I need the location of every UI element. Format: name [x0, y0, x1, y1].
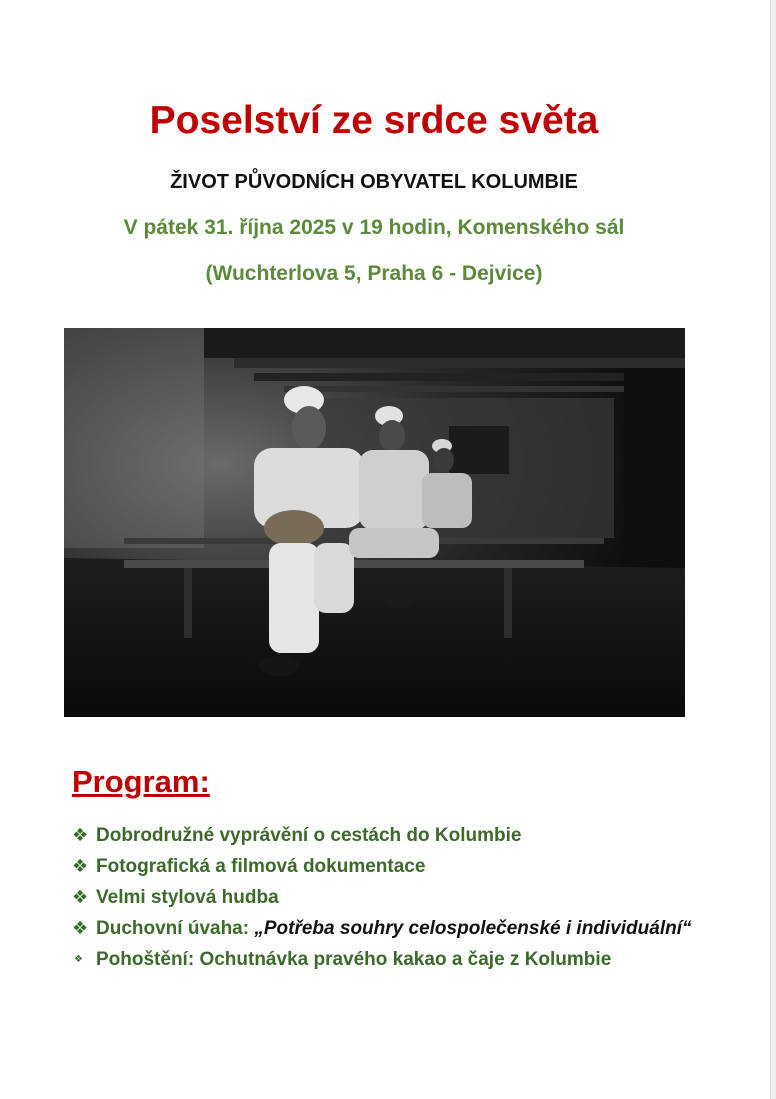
program-item-text: Velmi stylová hudba	[96, 887, 279, 908]
program-item-quote: „Potřeba souhry celospolečenské i individuální“	[254, 918, 692, 939]
list-item	[72, 820, 692, 851]
event-date: V pátek 31. října 2025 v 19 hodin, Komenského sál	[123, 216, 625, 239]
program-item-text: Fotografická a filmová dokumentace	[96, 856, 426, 877]
photo-illustration	[64, 328, 685, 717]
event-address: (Wuchterlova 5, Praha 6 - Dejvice)	[205, 262, 543, 285]
program-item-text: Dobrodružné vyprávění o cestách do Kolumbie	[96, 825, 522, 846]
list-item	[72, 882, 692, 913]
event-photo	[64, 328, 685, 717]
diamond-dots-icon: ❖	[72, 887, 89, 907]
page-subtitle: ŽIVOT PŮVODNÍCH OBYVATEL KOLUMBIE	[170, 171, 578, 193]
program-heading: Program:	[72, 764, 210, 799]
diamond-dots-icon: ❖	[72, 825, 89, 845]
list-item	[72, 913, 692, 944]
diamond-dots-icon: ❖	[72, 856, 89, 876]
program-list	[72, 820, 692, 975]
program-item-text: Pohoštění: Ochutnávka pravého kakao a čaje z Kolumbie	[96, 949, 612, 970]
diamond-dots-icon: ❖	[74, 954, 83, 965]
list-item	[72, 851, 692, 882]
program-item-text: Duchovní úvaha:	[96, 918, 255, 939]
diamond-dots-icon: ❖	[72, 918, 89, 938]
list-item	[72, 944, 692, 975]
page-title: Poselství ze srdce světa	[149, 99, 599, 142]
